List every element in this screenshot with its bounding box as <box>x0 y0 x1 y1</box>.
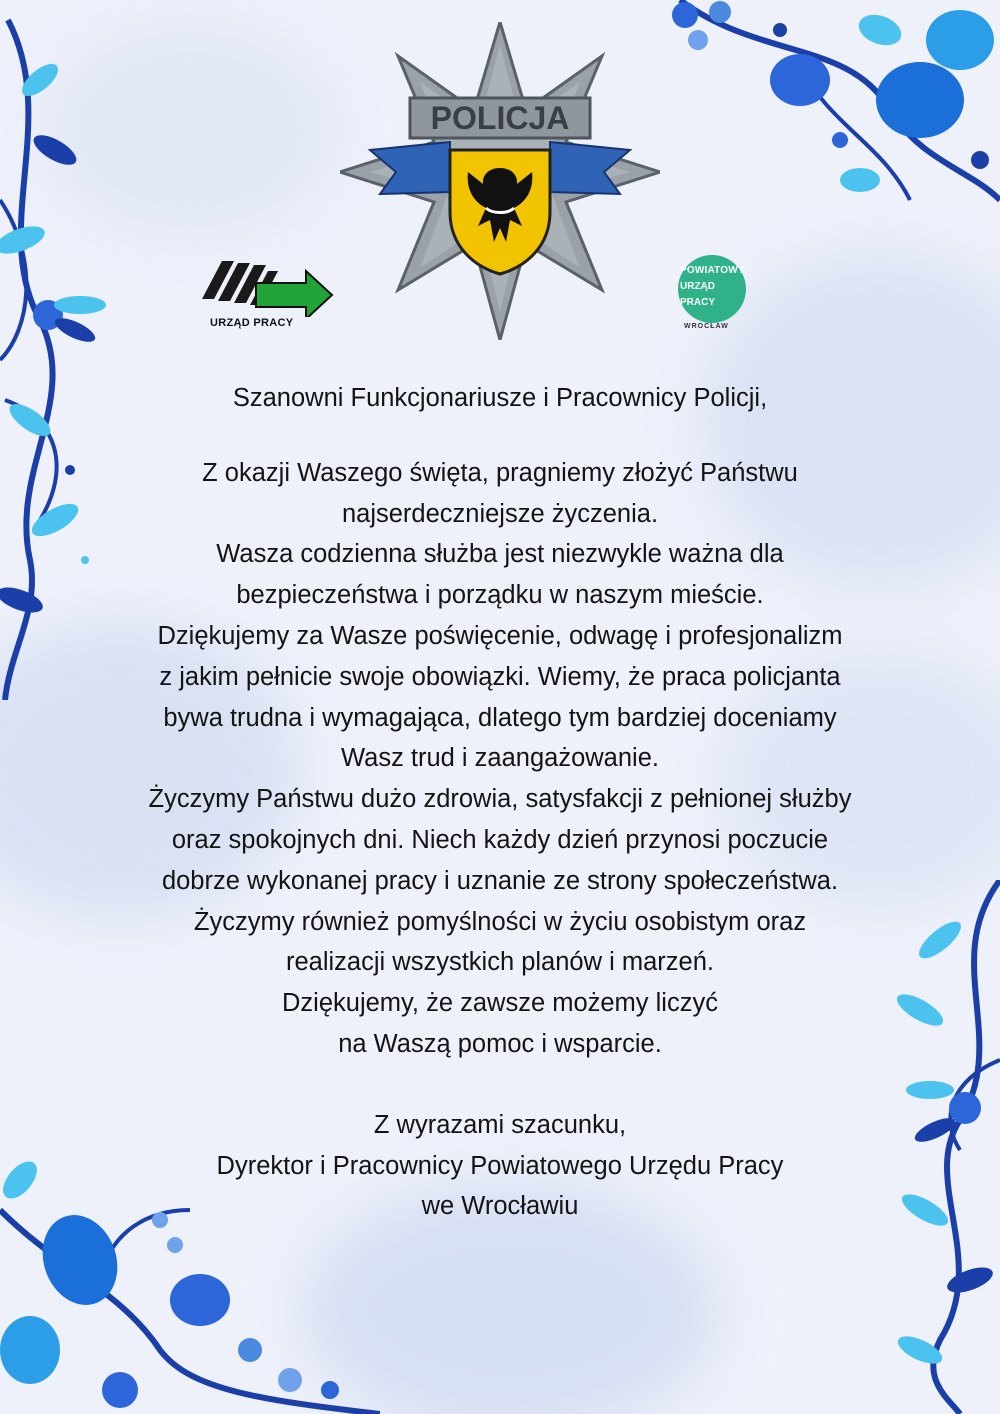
signature-line: we Wrocławiu <box>421 1192 579 1221</box>
police-badge <box>340 22 660 340</box>
urzad-pracy-caption: URZĄD PRACY <box>210 317 294 329</box>
letter-line: bywa trudna i wymagająca, dlatego tym bardziej doceniamy <box>163 703 837 732</box>
letter-line: Życzymy również pomyślności w życiu osobistym oraz <box>193 907 807 936</box>
urzad-pracy-logo <box>198 255 338 335</box>
pup-logo-line3: PRACY <box>680 297 716 308</box>
pup-wroclaw-logo <box>672 255 764 335</box>
letter-line: dobrze wykonanej pracy i uznanie ze strony społeczeństwa. <box>161 866 839 895</box>
letter-line: bezpieczeństwa i porządku w naszym mieście. <box>236 581 764 610</box>
letter-body <box>80 378 920 1227</box>
letter-line: z jakim pełnicie swoje obowiązki. Wiemy, że praca policjanta <box>159 662 841 691</box>
letter-line: Z okazji Waszego święta, pragniemy złożyć Państwu <box>202 458 798 487</box>
top-right-floral-ornament <box>650 0 1000 240</box>
pup-logo-line1: POWIATOWY <box>680 265 745 276</box>
urzad-pracy-emblem <box>198 255 338 317</box>
letter-line: Dziękujemy, że zawsze możemy liczyć <box>282 989 718 1018</box>
letter-line: najserdeczniejsze życzenia. <box>341 499 659 528</box>
letter-line: Dziękujemy za Wasze poświęcenie, odwagę i profesjonalizm <box>157 621 843 650</box>
pup-logo-city: WROCŁAW <box>684 323 729 330</box>
letter-line: Wasza codzienna służba jest niezwykle ważna dla <box>216 540 784 569</box>
pup-logo-line2: URZĄD <box>680 281 715 292</box>
letter-line: Życzymy Państwu dużo zdrowia, satysfakcji z pełnionej służby <box>148 785 852 814</box>
badge-label: POLICJA <box>430 100 570 136</box>
letter-line: oraz spokojnych dni. Niech każdy dzień przynosi poczucie <box>171 825 829 854</box>
letter-line: Wasz trud i zaangażowanie. <box>341 744 659 773</box>
letter-line: realizacji wszystkich planów i marzeń. <box>286 948 714 977</box>
closing: Z wyrazami szacunku, <box>373 1110 627 1139</box>
letter-line: na Waszą pomoc i wsparcie. <box>338 1029 662 1058</box>
salutation: Szanowni Funkcjonariusze i Pracownicy Policji, <box>232 384 768 412</box>
signature-line: Dyrektor i Pracownicy Powiatowego Urzędu Pracy <box>216 1151 784 1180</box>
